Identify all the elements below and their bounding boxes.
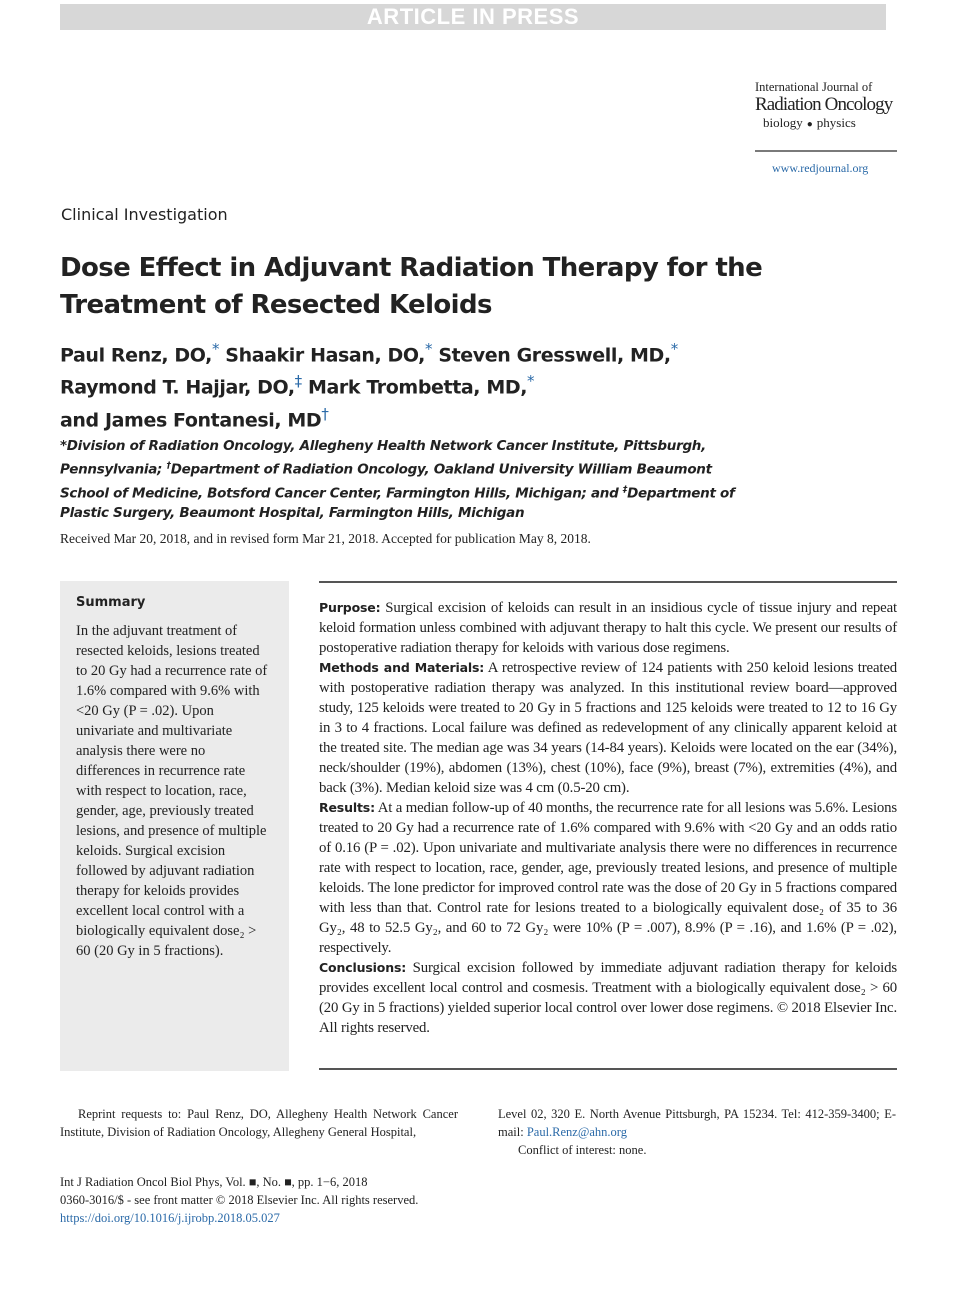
affiliations — [60, 436, 760, 523]
conclusions-label: Conclusions: — [319, 960, 407, 975]
results-label: Results: — [319, 800, 375, 815]
methods-label: Methods and Materials: — [319, 660, 485, 675]
abstract-purpose — [319, 598, 897, 658]
author-name: Steven Gresswell, MD, — [438, 344, 671, 367]
address-footnote — [498, 1105, 896, 1159]
author-name: and James Fontanesi, MD — [60, 408, 322, 431]
affiliation-mark: † — [166, 461, 171, 471]
affiliation-3: Department of Plastic Surgery, Beaumont Hospital, Farmington Hills, Michigan — [60, 485, 735, 521]
abstract-results — [319, 798, 897, 958]
journal-name-line2: Radiation Oncology — [755, 94, 893, 115]
author-affil-mark[interactable]: * — [670, 340, 678, 358]
author-name: Mark Trombetta, MD, — [307, 376, 528, 399]
journal-divider — [755, 150, 897, 152]
summary-sidebar — [60, 581, 289, 1071]
address-line — [498, 1105, 896, 1141]
affiliation-2: Department of Radiation Oncology, Oakland University William Beaumont School of Medicine, Botsford Cancer Center, Farmington Hills, Michigan; and — [60, 461, 712, 501]
affiliation-mark: ‡ — [622, 484, 628, 495]
abstract-methods — [319, 658, 897, 798]
summary-text: In the adjuvant treatment of resected keloids, lesions treated to 20 Gy had a recurrence rate of 1.6% compared with 9.6% with <20 Gy (P = .02). Upon univariate and multivariate analysis there were no differences in recurrence rate with respect to location, race, gender, age, previously treated lesions, and presence of multiple keloids. Surgical excision followed by adjuvant radiation therapy for keloids provides excellent local control with a biologically equivalent dose₂ > 60 (20 Gy in 5 fractions). — [76, 623, 268, 959]
affiliation-1: *Division of Radiation Oncology, Allegheny Health Network Cancer Institute, Pittsburgh, Pennsylvania; — [60, 438, 706, 478]
journal-biology: biology — [763, 115, 803, 130]
doi-link[interactable]: https://doi.org/10.1016/j.ijrobp.2018.05.027 — [60, 1211, 280, 1225]
author-affil-mark[interactable]: † — [321, 404, 329, 423]
email-link[interactable]: Paul.Renz@ahn.org — [526, 1125, 627, 1139]
author-list — [60, 336, 780, 433]
author-affil-mark[interactable]: * — [211, 340, 220, 358]
copyright-line: 0360-3016/$ - see front matter © 2018 Elsevier Inc. All rights reserved. — [60, 1193, 419, 1207]
section-label: Clinical Investigation — [61, 205, 228, 224]
bullet-icon: ● — [806, 119, 813, 130]
summary-heading: Summary — [76, 595, 146, 610]
conflict-of-interest: Conflict of interest: none. — [518, 1143, 647, 1157]
journal-name-line1: International Journal of — [755, 80, 873, 94]
citation-block — [60, 1173, 560, 1227]
author-name: Paul Renz, DO, — [60, 344, 212, 367]
article-in-press-banner: ARTICLE IN PRESS — [60, 4, 886, 30]
author-name: Shaakir Hasan, DO, — [225, 344, 426, 367]
abstract-bottom-rule — [319, 1068, 897, 1070]
conclusions-text: Surgical excision followed by immediate adjuvant radiation therapy for keloids provides excellent local control and cosmesis. Treatment with a biologically equivalent dose₂ > 60 (20 Gy in 5 fractions) yielded superior local control over lower dose regimens. © 2018 Elsevier Inc. All rights reserved. — [319, 960, 897, 1036]
citation-line: Int J Radiation Oncol Biol Phys, Vol. ■, No. ■, pp. 1−6, 2018 — [60, 1175, 368, 1189]
abstract — [319, 598, 897, 1038]
author-affil-mark[interactable]: ‡ — [294, 372, 302, 391]
journal-url-link[interactable]: www.redjournal.org — [772, 161, 869, 175]
reprint-footnote: Reprint requests to: Paul Renz, DO, Allegheny Health Network Cancer Institute, Division of Radiation Oncology, Allegheny General Hospital, — [60, 1107, 458, 1139]
article-title: Dose Effect in Adjuvant Radiation Therapy for the Treatment of Resected Keloids — [60, 253, 763, 320]
purpose-text: Surgical excision of keloids can result in an insidious cycle of tissue injury and repeat keloid formation unless combined with adjuvant therapy to halt this cycle. We present our results of postoperative radiation therapy for keloids with various dose regimens. — [319, 600, 897, 656]
author-affil-mark[interactable]: * — [527, 372, 535, 391]
journal-physics: physics — [816, 115, 856, 130]
methods-text: A retrospective review of 124 patients with 250 keloid lesions treated with postoperative radiation therapy was analyzed. In this institutional review board—approved study, 125 keloids were treated to 20 Gy in 5 fractions and 125 keloids were treated to 12 to 16 Gy in 3 to 4 fractions. Local failure was defined as redevelopment of any clinically apparent keloid at the treated site. The median age was 34 years (14-84 years). Keloids were located on the ear (34%), neck/shoulder (19%), abdomen (13%), chest (10%), face (9%), breast (7%), extremities (4%), and back (3%). Median keloid size was 4 cm (0.5-20 cm). — [319, 660, 898, 796]
results-text: At a median follow-up of 40 months, the recurrence rate for all lesions was 5.6%. Lesions treated to 20 Gy had a recurrence rate of 1.6% compared with 9.6% with <20 Gy and an odds ratio of 0.16 (P = .02). Upon univariate and multivariate analysis there were no differences in recurrence rate with respect to location, race, gender, age, previously treated lesions, and presence of multiple keloids. The lone predictor for improved control rate was the dose of 20 Gy in 5 fractions compared with less than that. Control rate for lesions treated to a biologically equivalent dose₂ of 35 to 36 Gy₂, 48 to 52.5 Gy₂, and 60 to 72 Gy₂ were 10% (P = .007), 8.9% (P = .16), and 1.6% (P = .02), respectively. — [319, 800, 898, 956]
abstract-top-rule — [319, 581, 897, 583]
journal-logo — [755, 80, 900, 133]
author-affil-mark[interactable]: * — [425, 340, 433, 358]
received-dates: Received Mar 20, 2018, and in revised form Mar 21, 2018. Accepted for publication May 8, 2018. — [60, 531, 591, 546]
purpose-label: Purpose: — [319, 600, 381, 615]
abstract-conclusions — [319, 958, 897, 1038]
author-name: Raymond T. Hajjar, DO, — [60, 376, 295, 399]
address-text: Level 02, 320 E. North Avenue Pittsburgh, PA 15234. Tel: 412-359-3400; E-mail: — [498, 1107, 896, 1139]
journal-name-line3 — [755, 115, 900, 133]
